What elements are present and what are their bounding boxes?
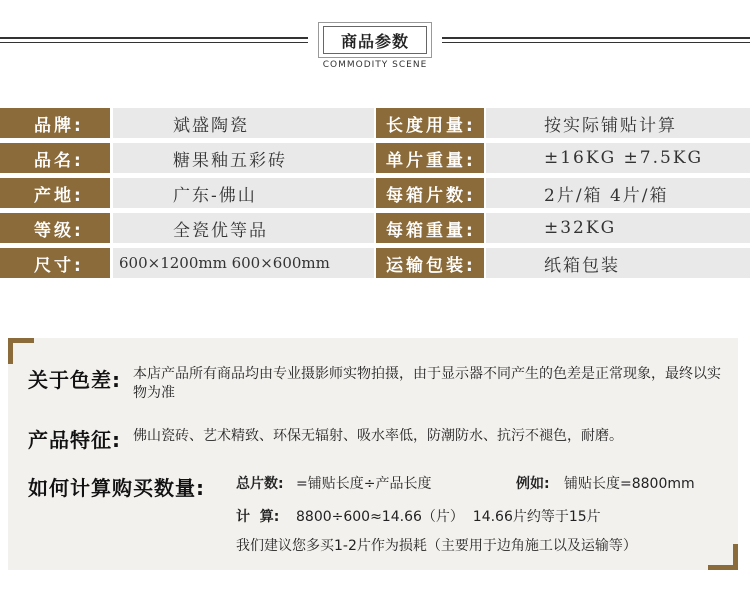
spec-value: ±32KG xyxy=(486,213,750,243)
corner-accent-bottom-right-v xyxy=(733,544,738,570)
spec-label: 品名: xyxy=(0,143,110,173)
spec-label: 单片重量: xyxy=(376,143,484,173)
spec-row xyxy=(0,178,750,208)
header-rule-left xyxy=(0,37,308,39)
spec-row xyxy=(0,108,750,138)
header-rule-right xyxy=(442,37,750,39)
advice-text: 我们建议您多买1-2片作为损耗（主要用于边角施工以及运输等） xyxy=(236,538,637,554)
spec-value: 全瓷优等品 xyxy=(113,213,374,243)
calc-text: 8800÷600≈14.66（片） 14.66片约等于15片 xyxy=(296,509,601,525)
total-label: 总片数: xyxy=(236,476,284,492)
example-label: 例如: xyxy=(516,476,550,492)
spec-value: 广东-佛山 xyxy=(113,178,374,208)
spec-label: 运输包装: xyxy=(376,248,484,278)
spec-label: 品牌: xyxy=(0,108,110,138)
header-title-box xyxy=(318,22,432,58)
calc-title: 如何计算购买数量: xyxy=(28,476,205,500)
spec-label: 产地: xyxy=(0,178,110,208)
spec-row xyxy=(0,143,750,173)
calc-label: 计 算: xyxy=(236,509,280,525)
spec-label: 每箱重量: xyxy=(376,213,484,243)
color-diff-text: 本店产品所有商品均由专业摄影师实物拍摄，由于显示器不同产生的色差是正常现象，最终以实物为准 xyxy=(133,366,721,401)
spec-value: 2片/箱 4片/箱 xyxy=(486,178,750,208)
spec-value: 纸箱包装 xyxy=(486,248,750,278)
spec-value: ±16KG ±7.5KG xyxy=(486,143,750,173)
spec-value: 600×1200mm 600×600mm xyxy=(113,248,374,278)
spec-label: 尺寸: xyxy=(0,248,110,278)
header-rule-left-thin xyxy=(0,42,308,43)
spec-value: 糖果釉五彩砖 xyxy=(113,143,374,173)
spec-row xyxy=(0,248,750,278)
notice-panel xyxy=(8,338,738,570)
feature-text: 佛山瓷砖、艺术精致、环保无辐射、吸水率低，防潮防水、抗污不褪色，耐磨。 xyxy=(133,428,623,444)
spec-label: 等级: xyxy=(0,213,110,243)
color-diff-title: 关于色差: xyxy=(28,368,121,392)
spec-value: 按实际铺贴计算 xyxy=(486,108,750,138)
spec-label: 每箱片数: xyxy=(376,178,484,208)
spec-value: 斌盛陶瓷 xyxy=(113,108,374,138)
page-title: 商品参数 xyxy=(323,26,427,54)
total-formula: =铺贴长度÷产品长度 xyxy=(296,476,432,492)
corner-accent-top-left-v xyxy=(8,338,13,364)
feature-title: 产品特征: xyxy=(28,428,121,452)
page-subtitle: COMMODITY SCENE xyxy=(322,60,428,70)
header-rule-right-thin xyxy=(442,42,750,43)
spec-row xyxy=(0,213,750,243)
spec-label: 长度用量: xyxy=(376,108,484,138)
example-text: 铺贴长度=8800mm xyxy=(564,476,695,492)
